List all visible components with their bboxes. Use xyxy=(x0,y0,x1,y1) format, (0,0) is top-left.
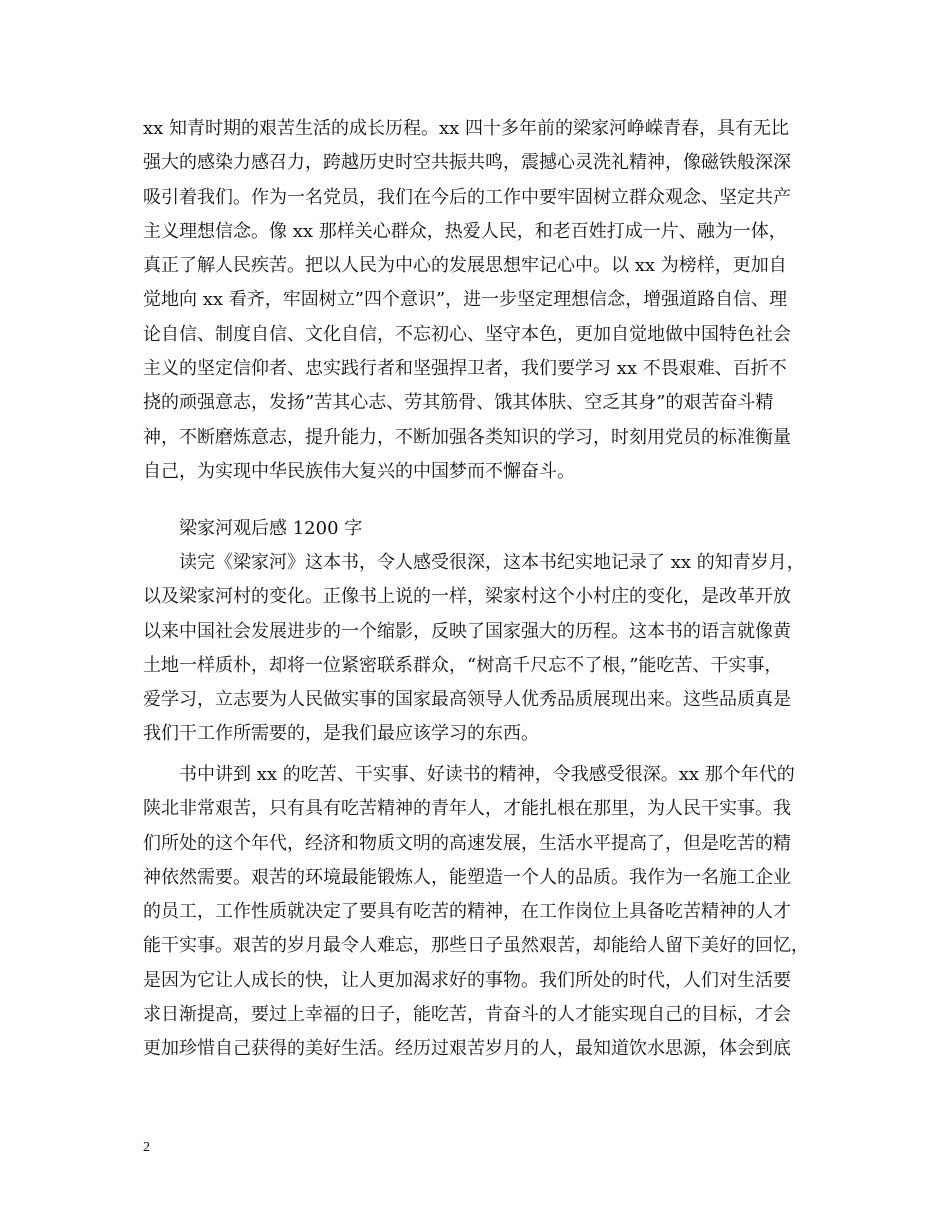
text-line: 主义的坚定信仰者、忠实践行者和坚强捍卫者，我们要学习 xx 不畏艰难、百折不 xyxy=(143,358,787,380)
text-line: 吸引着我们。作为一名党员，我们在今后的工作中要牢固树立群众观念、坚定共产 xyxy=(143,186,791,208)
text-line: 我们干工作所需要的，是我们最应该学习的东西。 xyxy=(143,723,539,745)
text-line: 是因为它让人成长的快，让人更加渴求好的事物。我们所处的时代，人们对生活要 xyxy=(143,969,791,991)
text-line: 主义理想信念。像 xx 那样关心群众，热爱人民，和老百姓打成一片、融为一体， xyxy=(143,220,787,242)
text-line: 挠的顽强意志，发扬”苦其心志、劳其筋骨、饿其体肤、空乏其身”的艰苦奋斗精 xyxy=(143,392,774,414)
text-line: 真正了解人民疾苦。把以人民为中心的发展思想牢记心中。以 xx 为榜样，更加自 xyxy=(143,255,787,277)
text-line: 能干实事。艰苦的岁月最令人难忘，那些日子虽然艰苦，却能给人留下美好的回忆， xyxy=(143,935,809,957)
text-line: 觉地向 xx 看齐，牢固树立”四个意识”，进一步坚定理想信念，增强道路自信、理 xyxy=(143,289,788,311)
text-line: 论自信、制度自信、文化自信，不忘初心、坚守本色，更加自觉地做中国特色社会 xyxy=(143,323,791,345)
text-line: 书中讲到 xx 的吃苦、干实事、好读书的精神，令我感受很深。xx 那个年代的 xyxy=(179,764,795,785)
page-number: 2 xyxy=(143,1140,150,1155)
text-line: 陕北非常艰苦，只有具有吃苦精神的青年人，才能扎根在那里，为人民干实事。我 xyxy=(143,798,791,820)
text-line: xx 知青时期的艰苦生活的成长历程。xx 四十多年前的梁家河峥嵘青春，具有无比 xyxy=(143,118,790,139)
paragraph-3 xyxy=(143,758,815,1067)
text-line: 们所处的这个年代，经济和物质文明的高速发展，生活水平提高了，但是吃苦的精 xyxy=(143,832,791,854)
text-line: 读完《梁家河》这本书，令人感受很深，这本书纪实地记录了 xx 的知青岁月， xyxy=(179,552,805,573)
heading-text: 梁家河观后感 1200 字 xyxy=(179,518,363,539)
text-line: 以来中国社会发展进步的一个缩影，反映了国家强大的历程。这本书的语言就像黄 xyxy=(143,620,791,642)
paragraph-1 xyxy=(143,112,815,489)
text-line: 以及梁家河村的变化。正像书上说的一样，梁家村这个小村庄的变化，是改革开放 xyxy=(143,586,791,608)
text-line: 的员工，工作性质就决定了要具有吃苦的精神，在工作岗位上具备吃苦精神的人才 xyxy=(143,901,791,923)
text-line: 更加珍惜自己获得的美好生活。经历过艰苦岁月的人，最知道饮水思源，体会到底 xyxy=(143,1038,791,1060)
text-line: 强大的感染力感召力，跨越历史时空共振共鸣，震撼心灵洗礼精神，像磁铁般深深 xyxy=(143,152,791,174)
paragraph-2 xyxy=(143,546,815,752)
text-line: 神依然需要。艰苦的环境最能锻炼人，能塑造一个人的品质。我作为一名施工企业 xyxy=(143,866,791,888)
section-heading xyxy=(179,512,851,546)
text-line: 神，不断磨炼意志，提升能力，不断加强各类知识的学习，时刻用党员的标准衡量 xyxy=(143,426,791,448)
text-line: 自己，为实现中华民族伟大复兴的中国梦而不懈奋斗。 xyxy=(143,460,575,482)
text-line: 土地一样质朴，却将一位紧密联系群众，“树高千尺忘不了根，”能吃苦、干实事， xyxy=(143,654,783,676)
text-line: 爱学习，立志要为人民做实事的国家最高领导人优秀品质展现出来。这些品质真是 xyxy=(143,689,791,711)
text-line: 求日渐提高，要过上幸福的日子，能吃苦，肯奋斗的人才能实现自己的目标，才会 xyxy=(143,1004,791,1026)
